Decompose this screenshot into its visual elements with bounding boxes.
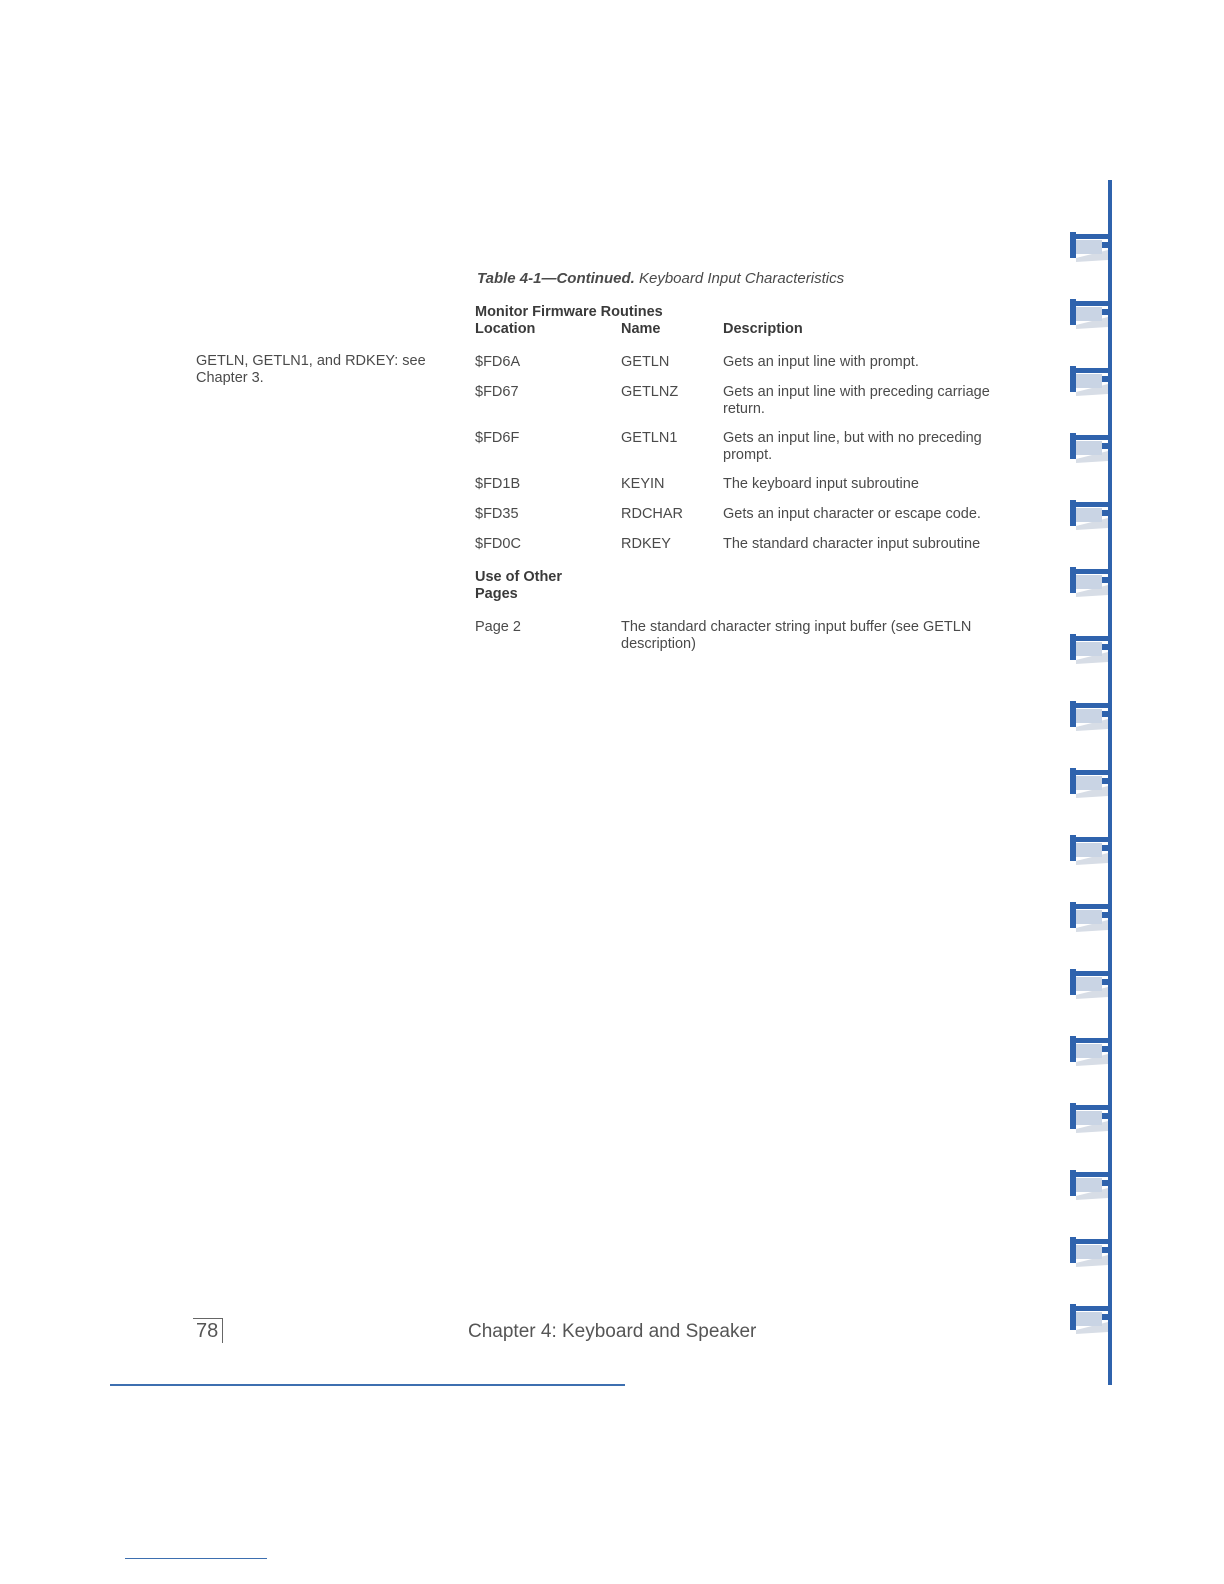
binding-loop: [1070, 232, 1112, 262]
binding-loop: [1070, 1304, 1112, 1334]
table-row-name: RDKEY: [621, 536, 671, 552]
table-row-location: Page 2: [475, 619, 521, 635]
table-row-location: $FD0C: [475, 536, 521, 552]
binding-loop: [1070, 1103, 1112, 1133]
table-row-description: Gets an input line with prompt.: [723, 354, 919, 370]
column-header-location: Location: [475, 321, 536, 337]
table-row-description: The keyboard input subroutine: [723, 476, 919, 492]
table-row-location: $FD67: [475, 384, 519, 400]
section-title-other-pages: Use of Other Pages: [475, 569, 563, 602]
table-row-name: GETLN1: [621, 430, 678, 446]
column-header-name: Name: [621, 321, 661, 337]
binding-loop: [1070, 701, 1112, 731]
section-title-monitor-firmware: Monitor Firmware Routines: [475, 304, 663, 320]
table-caption: [477, 270, 844, 287]
table-row-location: $FD1B: [475, 476, 521, 492]
binding-loop: [1070, 366, 1112, 396]
scan-edge-rule: [125, 1558, 267, 1559]
binding-loop: [1070, 768, 1112, 798]
binding-loop: [1070, 567, 1112, 597]
table-row-name: KEYIN: [621, 476, 665, 492]
table-row-description: Gets an input line, but with no preceding prompt.: [723, 430, 982, 463]
binding-loop: [1070, 835, 1112, 865]
binding-loop: [1070, 1036, 1112, 1066]
column-header-description: Description: [723, 321, 803, 337]
binding-loop: [1070, 1237, 1112, 1267]
running-footer-chapter: Chapter 4: Keyboard and Speaker: [468, 1321, 757, 1342]
table-row-description: The standard character string input buffer (see GETLN description): [621, 619, 972, 652]
footer-rule: [110, 1384, 625, 1386]
page-number: 78: [193, 1318, 223, 1343]
table-row-description: The standard character input subroutine: [723, 536, 981, 552]
table-row-name: GETLNZ: [621, 384, 679, 400]
table-row-location: $FD6F: [475, 430, 520, 446]
table-row-location: $FD35: [475, 506, 519, 522]
table-row-name: GETLN: [621, 354, 670, 370]
binding-loop: [1070, 1170, 1112, 1200]
table-caption-title: Keyboard Input Characteristics: [638, 270, 845, 287]
table-row-description: Gets an input line with preceding carriage return.: [723, 384, 990, 417]
margin-note: GETLN, GETLN1, and RDKEY: see Chapter 3.: [196, 353, 426, 386]
table-row-location: $FD6A: [475, 354, 521, 370]
binding-loop: [1070, 969, 1112, 999]
binding-loop: [1070, 299, 1112, 329]
table-caption-label: Table 4-1—Continued.: [477, 270, 635, 287]
table-row-description: Gets an input character or escape code.: [723, 506, 981, 522]
binding-loop: [1070, 500, 1112, 530]
binding-loop: [1070, 902, 1112, 932]
binding-loop: [1070, 433, 1112, 463]
table-row-name: RDCHAR: [621, 506, 684, 522]
binding-loop: [1070, 634, 1112, 664]
spiral-binding: [1062, 180, 1118, 1390]
